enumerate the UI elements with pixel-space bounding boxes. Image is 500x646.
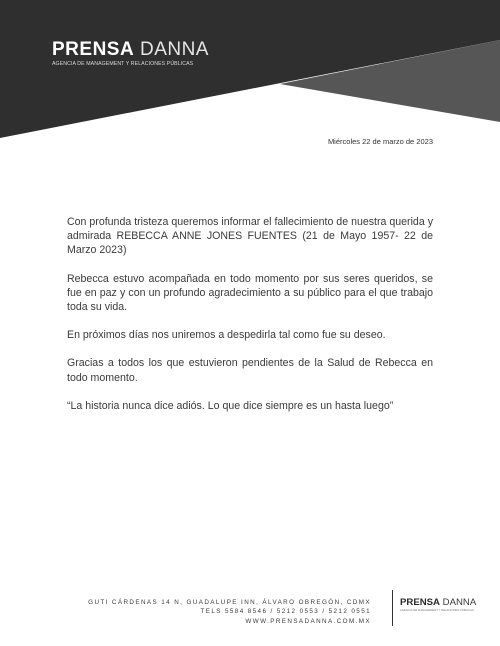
footer-logo-subtitle: AGENCIA DE MANAGEMENT Y RELACIONES PÚBLICAS [400, 608, 474, 612]
document-date: Miércoles 22 de marzo de 2023 [327, 137, 433, 146]
header-logo [52, 40, 209, 67]
footer-logo-bold: PRENSA [400, 597, 440, 608]
footer-phones-line: TELS 5584 8546 / 5212 0553 / 5212 0551 [200, 608, 371, 616]
paragraph-announcement: Con profunda tristeza queremos informar el fallecimiento de nuestra querida y admirada REBECCA ANNE JONES FUENTES (21 de Mayo 1957- 22 de Marzo 2023) [67, 216, 433, 257]
logo-title [52, 40, 209, 60]
paragraph-farewell: En próximos días nos uniremos a despedirla tal como fue su deseo. [67, 329, 386, 342]
footer-divider [392, 590, 393, 626]
logo-bold-text: PRENSA [52, 39, 135, 60]
logo-subtitle: AGENCIA DE MANAGEMENT Y RELACIONES PÚBLICAS [52, 61, 194, 67]
footer-website-link[interactable]: WWW.PRENSADANNA.COM.MX [245, 617, 371, 625]
paragraph-quote: “La historia nunca dice adiós. Lo que dice siempre es un hasta luego” [67, 399, 394, 412]
header-banner [0, 0, 500, 140]
paragraph-thanks: Gracias a todos los que estuvieron pendientes de la Salud de Rebecca en todo momento. [67, 357, 433, 384]
paragraph-accompanied: Rebecca estuvo acompañada en todo momento por sus seres queridos, se fue en paz y con un profundo agradecimiento a su público para el que trabajo toda su vida. [67, 272, 433, 314]
logo-light-text: DANNA [139, 39, 209, 60]
footer-logo [400, 597, 476, 612]
footer-address-line: GUTI CÁRDENAS 14 N, GUADALUPE INN, ÁLVARO OBREGÓN, CDMX [88, 599, 371, 606]
statement-body [67, 215, 433, 427]
footer-logo-title [400, 597, 476, 608]
footer-logo-light: DANNA [442, 597, 477, 608]
footer-contact [88, 598, 371, 626]
